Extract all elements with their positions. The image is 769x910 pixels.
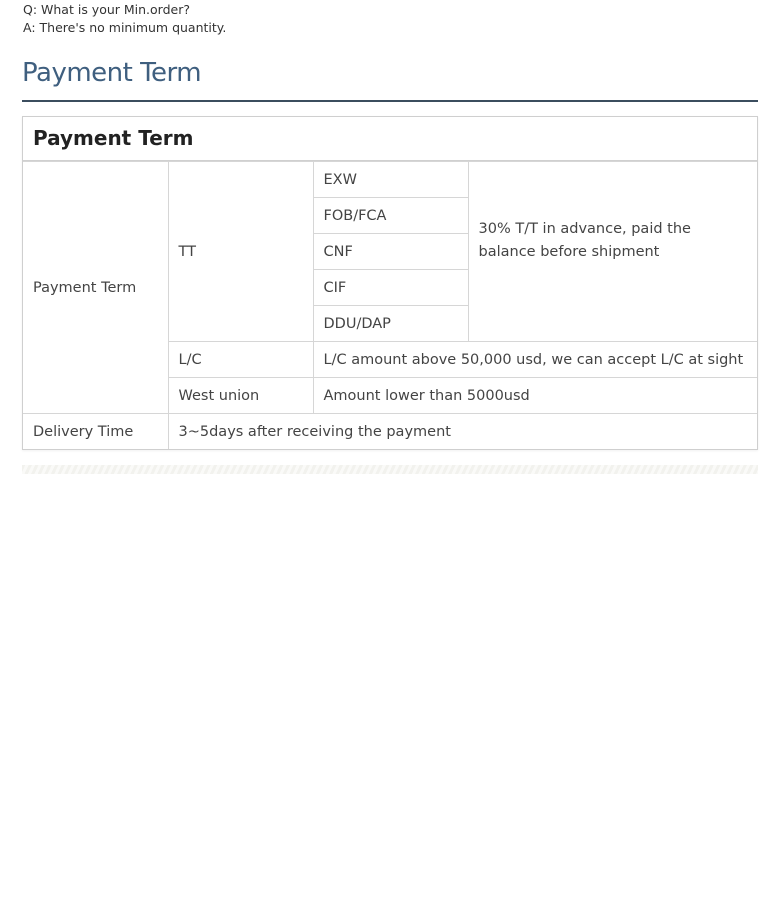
term-exw: EXW [313, 162, 468, 198]
faq-question: Q: What is your Min.order? [23, 2, 190, 17]
delivery-time-value: 3~5days after receiving the payment [168, 414, 757, 450]
faq-block [23, 1, 226, 37]
term-ddu-dap: DDU/DAP [313, 306, 468, 342]
title-divider [22, 100, 758, 102]
payment-term-panel [22, 116, 758, 450]
payment-term-table [23, 161, 757, 449]
lc-condition: L/C amount above 50,000 usd, we can accept L/C at sight [313, 342, 757, 378]
lc-label: L/C [168, 342, 313, 378]
faq-answer: A: There's no minimum quantity. [23, 20, 227, 35]
term-fob-fca: FOB/FCA [313, 198, 468, 234]
tt-label: TT [168, 162, 313, 342]
term-cnf: CNF [313, 234, 468, 270]
delivery-time-label: Delivery Time [23, 414, 168, 450]
west-union-condition: Amount lower than 5000usd [313, 378, 757, 414]
table-row [23, 414, 757, 450]
decorative-strip [22, 465, 758, 474]
payment-term-label: Payment Term [23, 162, 168, 414]
section-title: Payment Term [22, 58, 202, 88]
term-cif: CIF [313, 270, 468, 306]
west-union-label: West union [168, 378, 313, 414]
table-row [23, 162, 757, 198]
tt-condition: 30% T/T in advance, paid the balance before shipment [468, 162, 757, 342]
panel-header: Payment Term [23, 117, 757, 161]
